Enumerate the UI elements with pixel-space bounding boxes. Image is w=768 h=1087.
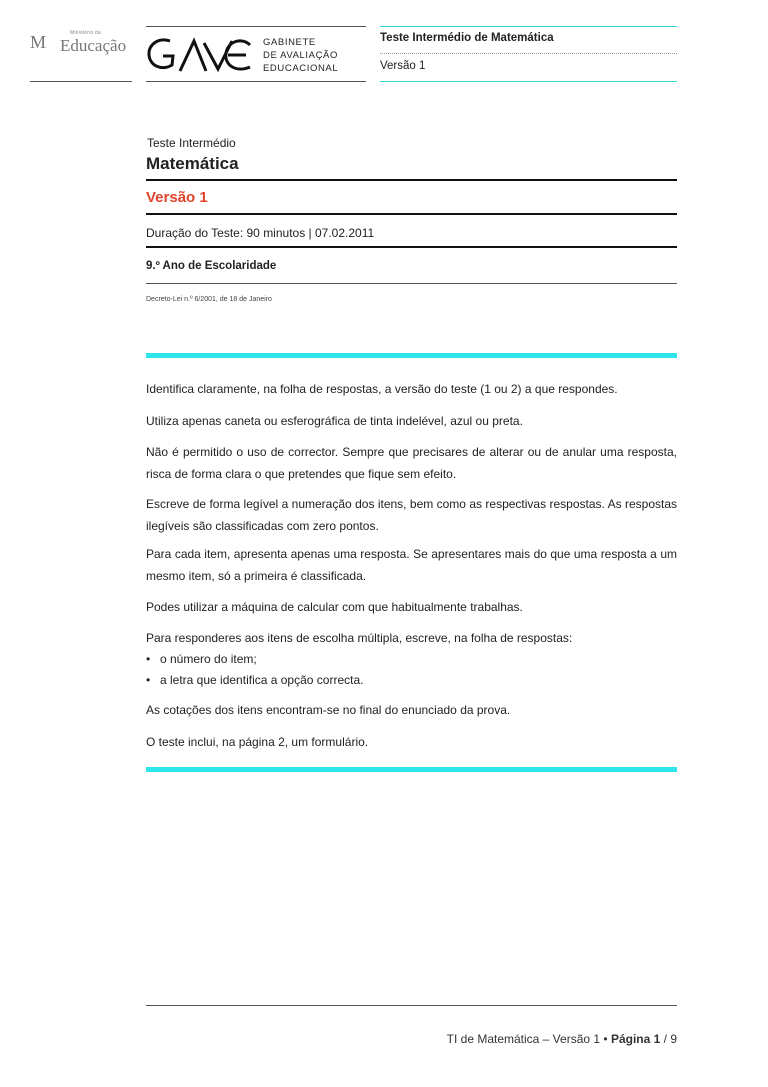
bullet-item-2 (146, 669, 363, 691)
header-cyan-rule-top (380, 26, 677, 27)
duration-rule (146, 246, 677, 248)
test-duration: Duração do Teste: 90 minutos | 07.02.2011 (146, 226, 375, 240)
decree-reference: Decreto-Lei n.º 6/2001, de 18 de Janeiro (146, 296, 272, 303)
header-rule-bottom (146, 81, 366, 82)
gave-name (263, 36, 338, 75)
school-grade: 9.º Ano de Escolaridade (146, 260, 277, 272)
footer-rule (146, 1005, 677, 1006)
ministry-logo-small-text: Ministério da (70, 30, 101, 36)
closing-note-2: O teste inclui, na página 2, um formulário. (146, 735, 369, 749)
footer-page-label: Página 1 (610, 1032, 661, 1046)
gave-name-line2: DE AVALIAÇÃO (263, 50, 338, 61)
closing-note-1: As cotações dos itens encontram-se no final do enunciado da prova. (146, 703, 511, 717)
footer-page-total: / 9 (663, 1032, 677, 1046)
instruction-7: Para responderes aos itens de escolha múltipla, escreve, na folha de respostas: (146, 631, 573, 645)
bullet-icon: • (146, 673, 151, 687)
cover-version: Versão 1 (146, 189, 208, 206)
header-rule-left (30, 81, 132, 82)
page-footer (447, 1032, 677, 1046)
footer-bullet: • (603, 1032, 611, 1046)
gave-logo (146, 33, 252, 77)
cover-label: Teste Intermédio (147, 136, 236, 150)
instructions-bottom-bar (146, 767, 677, 772)
header-cyan-rule-bottom (380, 81, 677, 82)
ministry-logo (30, 30, 140, 58)
instruction-5: Para cada item, apresenta apenas uma resposta. Se apresentares mais do que uma resposta a um mesmo item, só a primeira é classificada. (146, 547, 677, 583)
bullet-text: o número do item; (160, 652, 257, 666)
instruction-3: Não é permitido o uso de corrector. Sempre que precisares de alterar ou de anular uma resposta, risca de forma clara o que pretendes que fique sem efeito. (146, 445, 677, 481)
gave-name-line1: GABINETE (263, 37, 316, 48)
header-dotted-rule (380, 53, 677, 54)
instruction-1: Identifica claramente, na folha de respostas, a versão do teste (1 ou 2) a que respondes. (146, 382, 618, 396)
gave-name-line3: EDUCACIONAL (263, 63, 339, 74)
version-rule (146, 213, 677, 215)
bullet-text: a letra que identifica a opção correcta. (160, 673, 364, 687)
header-version: Versão 1 (380, 60, 426, 72)
page-title: Matemática (146, 154, 239, 173)
instruction-6: Podes utilizar a máquina de calcular com que habitualmente trabalhas. (146, 600, 523, 614)
bullet-icon: • (146, 652, 151, 666)
ministry-logo-name: Educação (60, 36, 127, 55)
header-rule-top (146, 26, 366, 27)
instructions-top-bar (146, 353, 677, 358)
ministry-logo-mark: M (30, 32, 47, 52)
instruction-4: Escreve de forma legível a numeração dos itens, bem como as respectivas respostas. As respostas ilegíveis são classificadas com zero pontos. (146, 497, 677, 533)
instruction-2: Utiliza apenas caneta ou esferográfica de tinta indelével, azul ou preta. (146, 414, 523, 428)
title-rule (146, 179, 677, 181)
bullet-item-1 (146, 648, 257, 670)
footer-text: TI de Matemática – Versão 1 (446, 1032, 601, 1046)
grade-rule (146, 283, 677, 284)
header-test-title: Teste Intermédio de Matemática (380, 32, 554, 44)
